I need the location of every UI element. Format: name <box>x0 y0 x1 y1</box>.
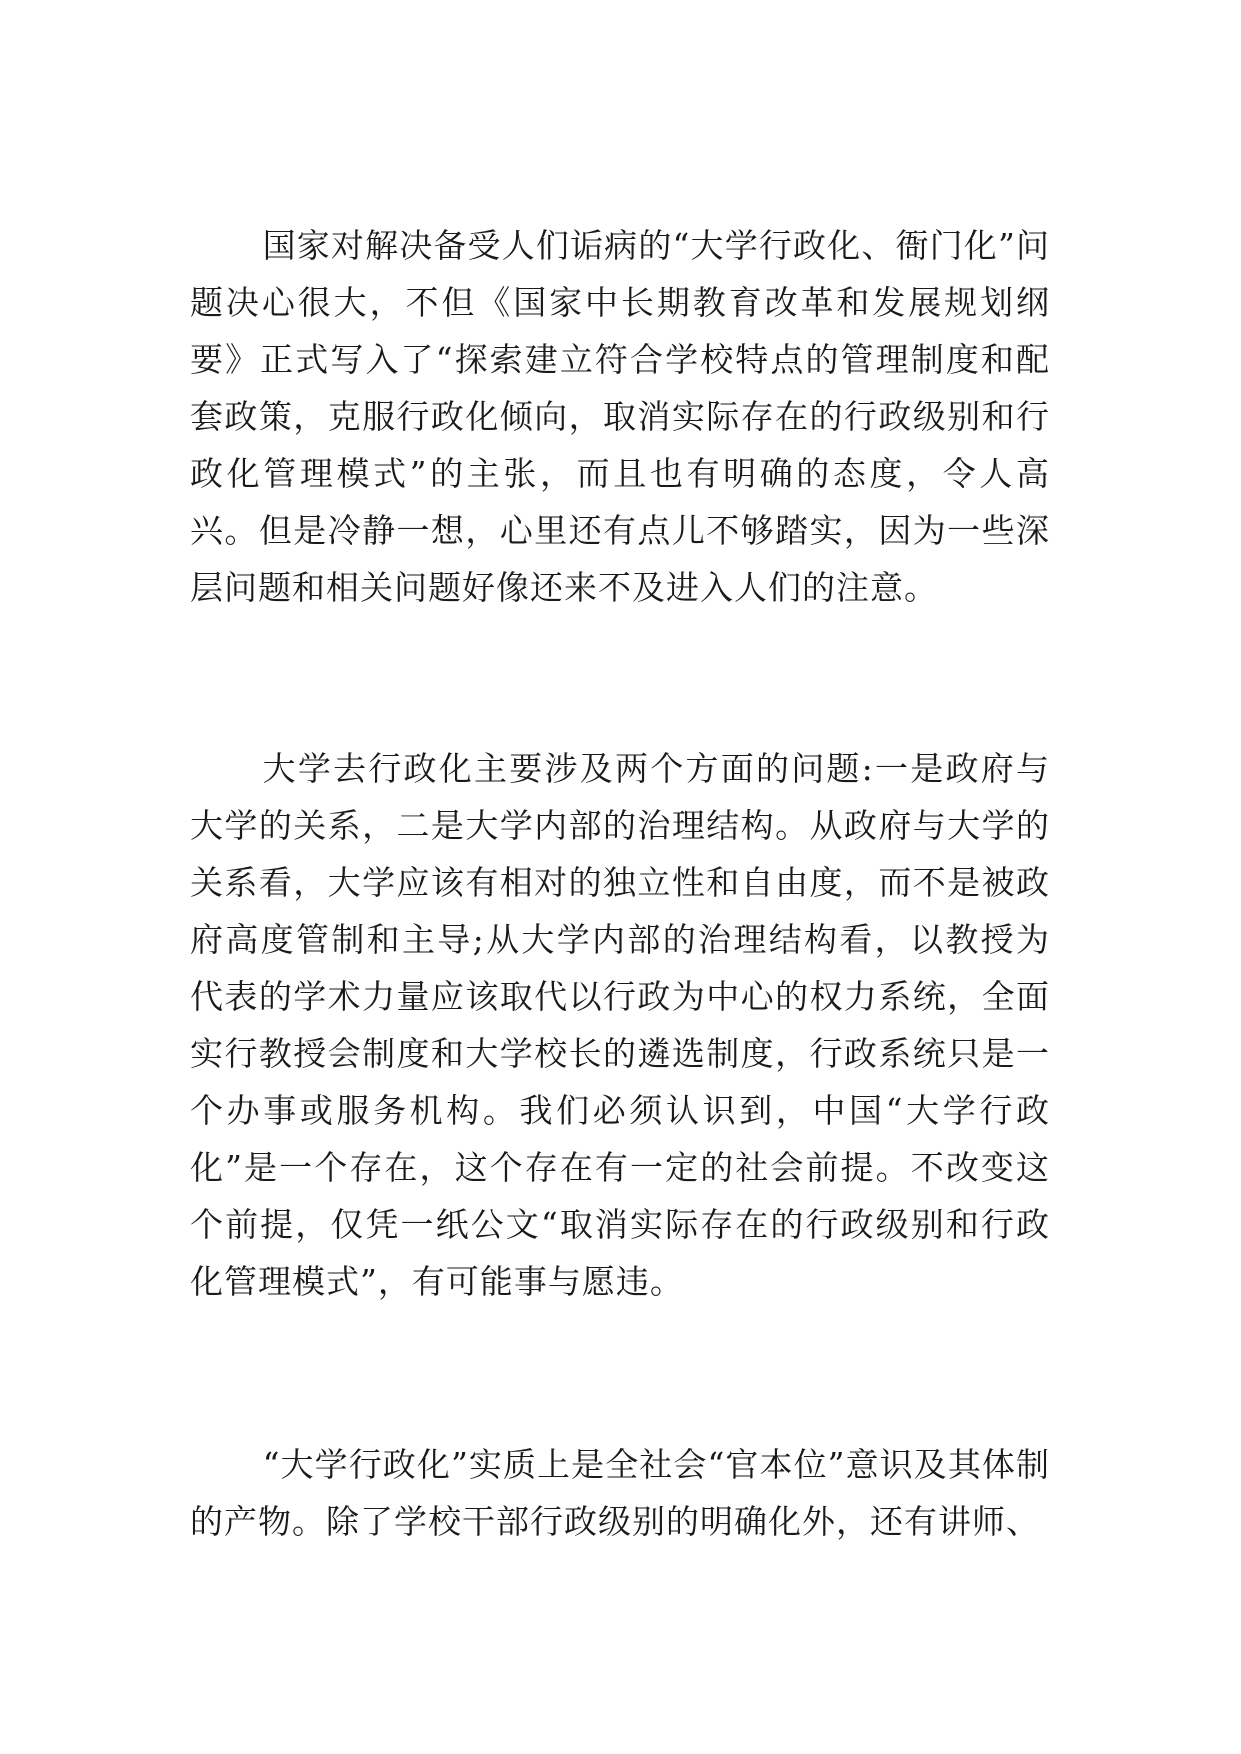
paragraph-2: 大学去行政化主要涉及两个方面的问题:一是政府与大学的关系，二是大学内部的治理结构。从政府与大学的关系看，大学应该有相对的独立性和自由度，而不是被政府高度管制和主导;从大学内部的治理结构看，以教授为代表的学术力量应该取代以行政为中心的权力系统，全面实行教授会制度和大学校长的遴选制度，行政系统只是一个办事或服务机构。我们必须认识到，中国“大学行政化”是一个存在，这个存在有一定的社会前提。不改变这个前提，仅凭一纸公文“取消实际存在的行政级别和行政化管理模式”，有可能事与愿违。 <box>190 749 1050 1301</box>
paragraph-3: “大学行政化”实质上是全社会“官本位”意识及其体制的产物。除了学校干部行政级别的明确化外，还有讲师、 <box>190 1445 1050 1541</box>
paragraph-1: 国家对解决备受人们诟病的“大学行政化、衙门化”问题决心很大，不但《国家中长期教育改革和发展规划纲要》正式写入了“探索建立符合学校特点的管理制度和配套政策，克服行政化倾向，取消实际存在的行政级别和行政化管理模式”的主张，而且也有明确的态度，令人高兴。但是冷静一想，心里还有点儿不够踏实，因为一些深层问题和相关问题好像还来不及进入人们的注意。 <box>190 226 1050 607</box>
